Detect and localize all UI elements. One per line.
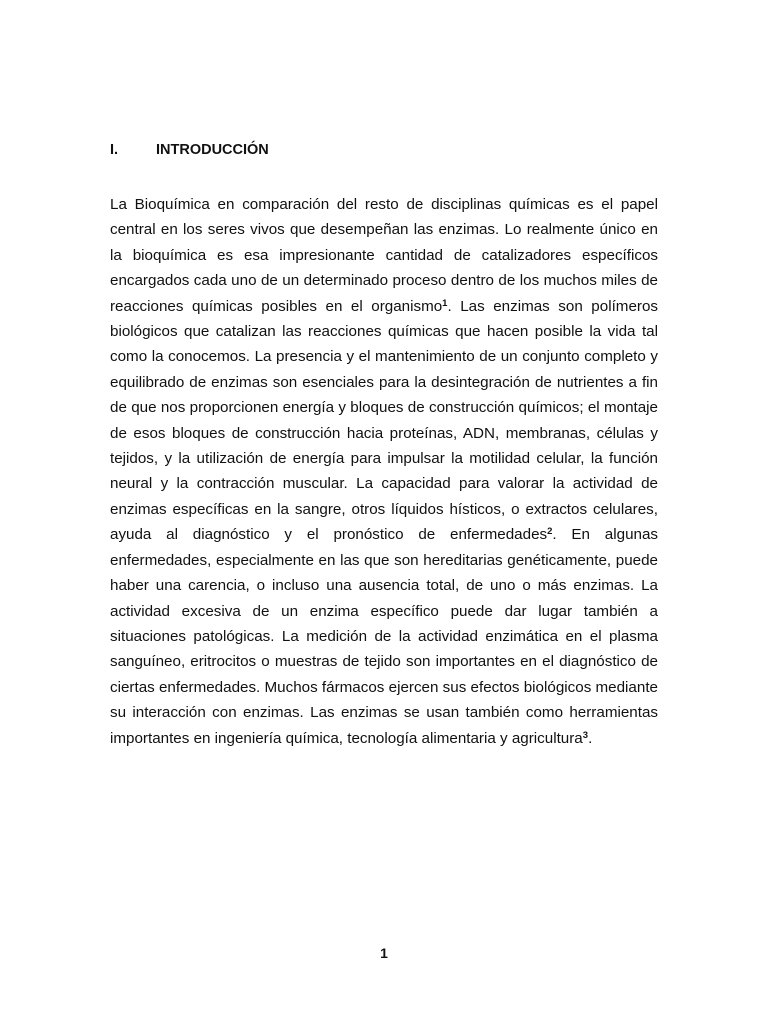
page-number: 1 [380, 945, 388, 961]
section-title: INTRODUCCIÓN [156, 142, 269, 158]
footnote-reference-1[interactable]: 1 [442, 297, 448, 309]
footnote-reference-2[interactable]: 2 [547, 526, 553, 538]
footnote-reference-3[interactable]: 3 [582, 729, 589, 741]
paragraph-text-part-1: La Bioquímica en comparación del resto de disciplinas químicas es el papel central en los seres vivos que desempeñan las enzimas. Lo realmente único en la bioquímica es esa impresionante cantidad de catalizadores específicos encargados cada uno de un determinado proceso dentro de los muchos miles de reacciones químicas posibles en el organismo [110, 196, 658, 315]
paragraph-text-part-2: . Las enzimas son polímeros biológicos que catalizan las reacciones químicas que hacen posible la vida tal como la conocemos. La presencia y el mantenimiento de un conjunto completo y equilibrado de enzimas son esenciales para la desintegración de nutrientes a fin de que nos proporcionen energía y bloques de construcción químicos; el montaje de esos bloques de construcción hacia proteínas, ADN, membranas, células y tejidos, y la utilización de energía para impulsar la motilidad celular, la función neural y la contracción muscular. La capacidad para valorar la actividad de enzimas específicas en la sangre, otros líquidos hísticos, o extractos celulares, ayuda al diagnóstico y el pronóstico de enfermedades [110, 297, 658, 544]
paragraph-text-part-3: . En algunas enfermedades, especialmente en las que son hereditarias genéticamente, puede haber una carencia, o incluso una ausencia total, de uno o más enzimas. La actividad excesiva de un enzima específico puede dar lugar también a situaciones patológicas. La medición de la actividad enzimática en el plasma sanguíneo, eritrocitos o muestras de tejido son importantes en el diagnóstico de ciertas enfermedades. Muchos fármacos ejercen sus efectos biológicos mediante su interacción con enzimas. Las enzimas se usan también como herramientas importantes en ingeniería química, tecnología alimentaria y agricultura [110, 526, 659, 747]
paragraph-text-part-4: . [588, 729, 593, 747]
introduction-paragraph [110, 192, 658, 751]
section-number: I. [110, 142, 119, 158]
section-heading [110, 140, 269, 160]
